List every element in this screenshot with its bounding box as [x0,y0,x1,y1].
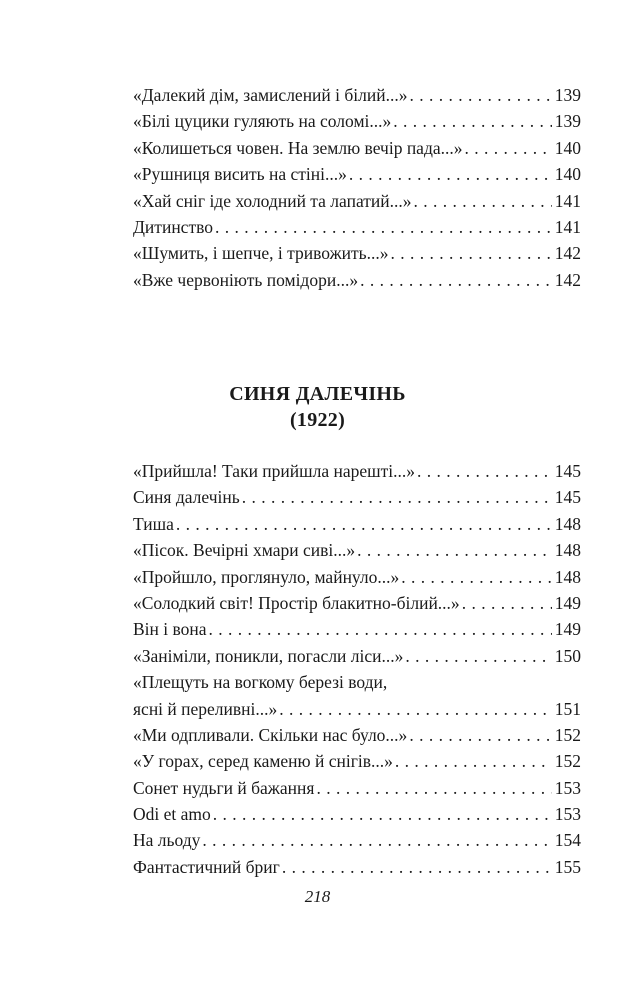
toc-entry-title-line: «Плещуть на вогкому березі води, [133,672,388,693]
dot-leader [391,240,552,266]
toc-entry [133,537,581,563]
toc-entry-page: 152 [554,724,581,745]
toc-entry-title: Фантастичний бриг [133,856,280,877]
toc-entry-title: Тиша [133,513,174,534]
toc-entry-title: «Пройшло, проглянуло, майнуло...» [133,566,400,587]
toc-entry [133,722,581,748]
toc-entry [133,616,581,642]
dot-leader [465,135,552,161]
dot-leader [417,458,552,484]
dot-leader [282,854,552,880]
toc-entry-title: «Шумить, і шепче, і тривожить...» [133,243,389,264]
toc-list-upper [133,82,581,293]
toc-entry-title: «Білі цуцики гуляють на соломі...» [133,111,392,132]
toc-entry-page: 149 [554,592,581,613]
dot-leader [279,696,551,722]
dot-leader [360,267,552,293]
dot-leader [409,722,551,748]
toc-entry-page: 140 [554,164,581,185]
dot-leader [401,564,551,590]
toc-entry-title: Сонет нудьги й бажання [133,777,315,798]
toc-entry-title: Дитинство [133,216,213,237]
dot-leader [405,643,551,669]
toc-entry-page: 149 [554,619,581,640]
toc-entry-title: «Колишеться човен. На землю вечір пада...» [133,137,463,158]
dot-leader [176,511,552,537]
toc-entry-page: 148 [554,513,581,534]
toc-entry-page: 155 [554,856,581,877]
toc-entry [133,511,581,537]
toc-entry-page: 139 [554,85,581,105]
dot-leader [414,188,552,214]
toc-entry-title: «Заніміли, поникли, погасли ліси...» [133,645,404,666]
toc-entry-page: 148 [554,566,581,587]
toc-entry-title: Він і вона [133,619,207,640]
dot-leader [209,616,552,642]
toc-entry-title: «Солодкий світ! Простір блакитно-білий...» [133,592,460,613]
section-title: СИНЯ ДАЛЕЧІНЬ [229,383,406,405]
dot-leader [462,590,552,616]
toc-entry-page: 141 [554,216,581,237]
toc-entry [133,135,581,161]
toc-entry-page: 150 [554,645,581,666]
toc-entry [133,188,581,214]
dot-leader [213,801,552,827]
toc-entry-title: «У горах, серед каменю й снігів...» [133,751,393,772]
toc-entry [133,775,581,801]
toc-entry-title: Odi et amo [133,804,211,825]
toc-entry-page: 148 [554,540,581,561]
toc-entry-title: «Прийшла! Таки прийшла нарешті...» [133,461,416,481]
toc-entry [133,161,581,187]
toc-entry [133,696,581,722]
toc-entry-page: 140 [554,137,581,158]
toc-entry-title: ясні й переливні...» [133,698,278,719]
toc-entry [133,590,581,616]
toc-entry [133,748,581,774]
toc-list-lower [133,458,581,880]
dot-leader [316,775,551,801]
toc-entry-title: «Рушниця висить на стіні...» [133,164,347,185]
section-heading [0,381,635,433]
toc-entry-page: 139 [554,111,581,132]
toc-entry [133,458,581,484]
dot-leader [395,748,552,774]
toc-entry [133,484,581,510]
dot-leader [215,214,552,240]
toc-entry-page: 142 [554,243,581,264]
toc-entry [133,82,581,108]
page-number: 218 [304,887,331,906]
dot-leader [357,537,552,563]
toc-entry [133,827,581,853]
toc-entry-page: 151 [554,698,581,719]
dot-leader [349,161,552,187]
toc-entry-page: 153 [554,777,581,798]
toc-entry-page: 152 [554,751,581,772]
toc-entry [133,108,581,134]
toc-entry [133,267,581,293]
toc-entry-title: Синя далечінь [133,487,240,508]
dot-leader [202,827,551,853]
toc-entry [133,854,581,880]
dot-leader [410,82,552,108]
toc-entry-page: 153 [554,804,581,825]
dot-leader [393,108,551,134]
toc-entry-title: «Пісок. Вечірні хмари сиві...» [133,540,356,561]
toc-entry [133,564,581,590]
toc-entry-title: «Ми одпливали. Скільки нас було...» [133,724,408,745]
section-year: (1922) [289,409,346,431]
toc-entry-page: 141 [554,190,581,211]
toc-entry [133,643,581,669]
toc-entry-page: 142 [554,269,581,290]
toc-entry-title: На льоду [133,830,201,851]
toc-entry-title: «Хай сніг іде холодний та лапатий...» [133,190,412,211]
toc-entry [133,214,581,240]
toc-entry-title: «Далекий дім, замислений і білий...» [133,85,408,105]
dot-leader [242,484,552,510]
toc-entry-page: 145 [554,487,581,508]
toc-entry-page: 154 [554,830,581,851]
toc-entry-page: 145 [554,461,581,481]
toc-entry [133,240,581,266]
toc-entry-title: «Вже червоніють помідори...» [133,269,359,290]
toc-entry [133,801,581,827]
